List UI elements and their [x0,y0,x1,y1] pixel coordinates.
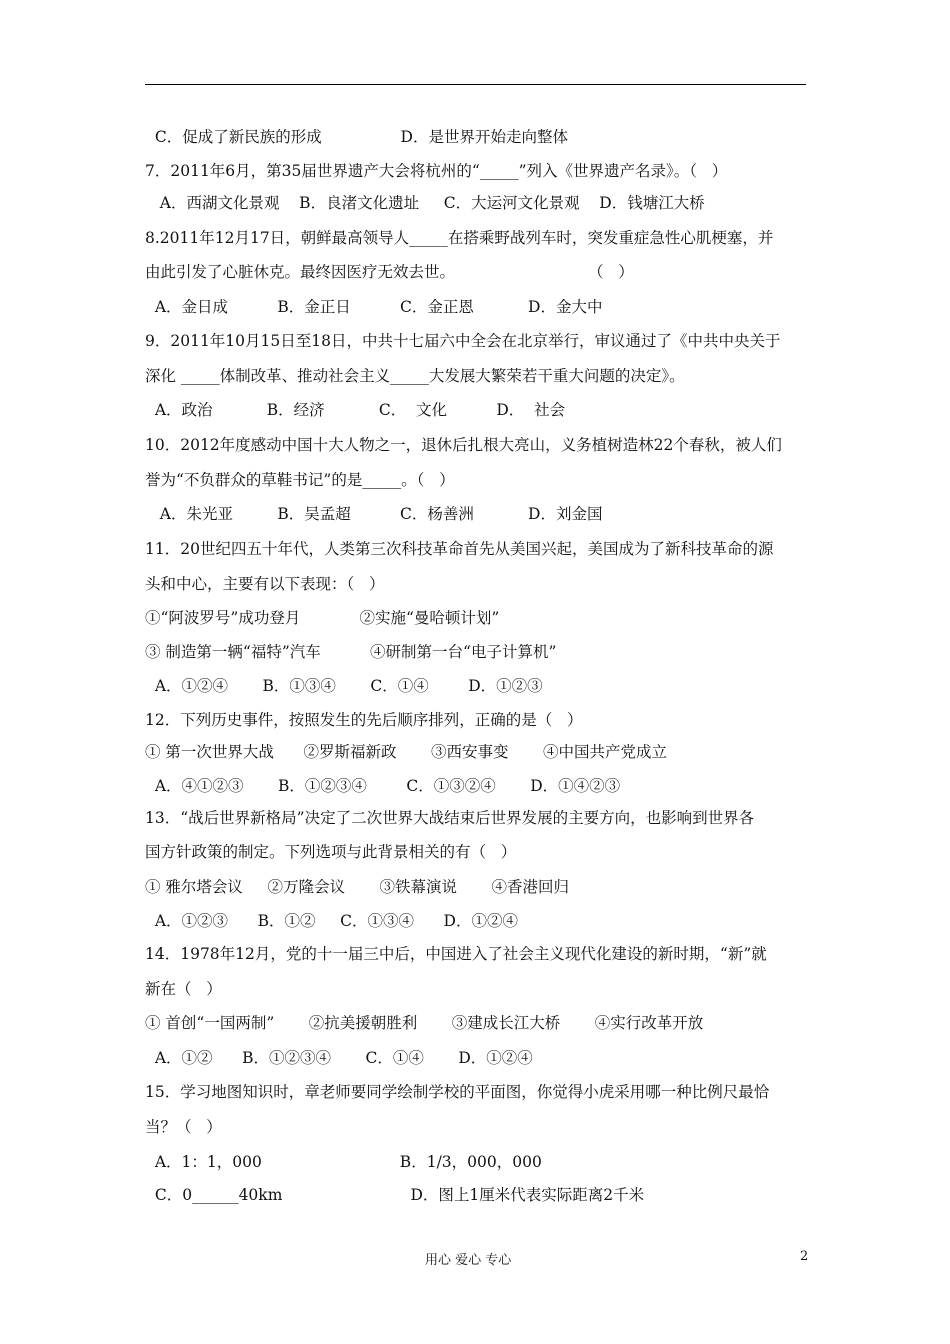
text-line: A．西湖文化景观 B．良渚文化遗址 C．大运河文化景观 D．钱塘江大桥 [145,194,705,212]
text-line: 誉为“不负群众的草鞋书记”的是_____。（ ） [145,471,455,489]
text-line: ① 雅尔塔会议 ②万隆会议 ③铁幕演说 ④香港回归 [145,878,570,896]
text-line: 深化 _____体制改革、推动社会主义_____大发展大繁荣若干重大问题的决定》。 [145,367,685,385]
text-line: 12．下列历史事件，按照发生的先后顺序排列，正确的是（ ） [145,711,583,729]
text-line: 14．1978年12月，党的十一届三中后，中国进入了社会主义现代化建设的新时期，“新”就 [145,945,767,963]
text-line: 新在（ ） [145,980,222,998]
text-line: 15．学习地图知识时，章老师要同学绘制学校的平面图，你觉得小虎采用哪一种比例尺最恰 [145,1083,770,1101]
text-line: 8.2011年12月17日，朝鲜最高领导人_____在搭乘野战列车时，突发重症急性心肌梗塞，并 [145,229,774,247]
text-line: A．金日成 B．金正日 C．金正恩 D．金大中 [145,298,603,316]
text-line: 10．2012年度感动中国十大人物之一，退休后扎根大亮山，义务植树造林22个春秋，被人们 [145,436,782,454]
text-line: 国方针政策的制定。下列选项与此背景相关的有（ ） [145,843,517,861]
page-number: 2 [800,1249,809,1264]
text-line: 7．2011年6月，第35届世界遗产大会将杭州的“_____”列入《世界遗产名录》。（ ） [145,162,728,180]
text-line: C．0______40km D．图上1厘米代表实际距离2千米 [145,1186,645,1204]
text-line: A．政治 B．经济 C． 文化 D． 社会 [145,401,566,419]
text-line: A．朱光亚 B．吴孟超 C．杨善洲 D．刘金国 [145,505,603,523]
text-line: A．①② B．①②③④ C．①④ D．①②④ [145,1049,533,1067]
text-line: 由此引发了心脏休克。最终因医疗无效去世。 （ ） [145,263,634,281]
text-line: A．①②④ B．①③④ C．①④ D．①②③ [145,677,543,695]
text-line: ①“阿波罗号”成功登月 ②实施“曼哈顿计划” [145,609,500,627]
text-line: C．促成了新民族的形成 D．是世界开始走向整体 [145,128,568,146]
text-line: ③ 制造第一辆“福特”汽车 ④研制第一台“电子计算机” [145,643,557,661]
text-line: A．1：1，000 B．1/3，000，000 [145,1153,542,1171]
text-line: A．①②③ B．①② C．①③④ D．①②④ [145,912,518,930]
text-line: 头和中心，主要有以下表现：（ ） [145,575,385,593]
text-line: 11．20世纪四五十年代，人类第三次科技革命首先从美国兴起，美国成为了新科技革命的源 [145,540,774,558]
text-line: A．④①②③ B．①②③④ C．①③②④ D．①④②③ [145,777,621,795]
text-line: 9．2011年10月15日至18日，中共十七届六中全会在北京举行，审议通过了《中共中央关于 [145,332,781,350]
text-line: ① 第一次世界大战 ②罗斯福新政 ③西安事变 ④中国共产党成立 [145,743,667,761]
text-line: ① 首创“一国两制” ②抗美援朝胜利 ③建成长江大桥 ④实行改革开放 [145,1014,704,1032]
text-line: 13．“战后世界新格局”决定了二次世界大战结束后世界发展的主要方向，也影响到世界各 [145,809,755,827]
header-rule [145,84,806,85]
footer-text: 用心 爱心 专心 [425,1253,512,1268]
text-line: 当？（ ） [145,1118,222,1136]
